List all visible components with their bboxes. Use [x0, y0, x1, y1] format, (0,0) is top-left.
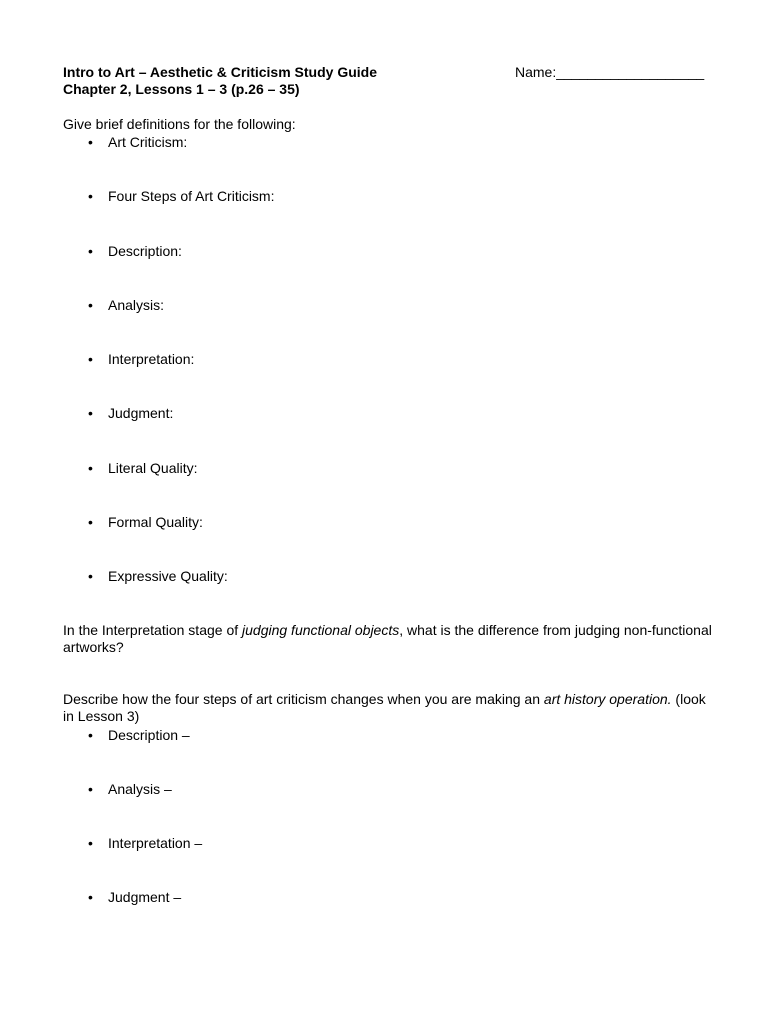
bullet-icon: •: [88, 242, 93, 259]
step-term: Interpretation –: [108, 835, 203, 851]
definition-term: Literal Quality:: [108, 459, 198, 476]
bullet-icon: •: [88, 296, 93, 313]
bullet-icon: •: [88, 459, 93, 476]
definition-term: Art Criticism:: [108, 134, 188, 150]
bullet-icon: •: [88, 781, 93, 797]
question-text: , what is the difference from judging non-functional artworks?: [63, 622, 712, 655]
document-title: [63, 64, 377, 98]
bullet-icon: •: [88, 134, 93, 150]
list-item: [63, 835, 202, 852]
question-text: (look in Lesson 3): [63, 691, 706, 724]
list-item: [63, 781, 202, 798]
question-text: Describe how the four steps of art criticism changes when you are making an: [63, 691, 544, 707]
art-history-question: [63, 691, 713, 725]
question-text: In the Interpretation stage of: [63, 622, 243, 638]
definition-term: Interpretation:: [108, 351, 195, 367]
bullet-icon: •: [88, 188, 93, 205]
list-item: [63, 134, 274, 151]
question-emphasis: art history operation.: [543, 691, 672, 707]
bullet-icon: •: [88, 889, 93, 905]
definition-term: Description:: [108, 242, 182, 259]
list-item: [63, 460, 274, 477]
list-item: [63, 889, 202, 906]
list-item: [63, 727, 202, 744]
list-item: [63, 243, 274, 260]
definitions-list: [63, 134, 274, 622]
name-field-label: Name:___________________: [515, 64, 705, 80]
definitions-instructions: Give brief definitions for the following:: [63, 116, 296, 132]
list-item: [63, 297, 274, 314]
bullet-icon: •: [88, 835, 93, 851]
step-term: Description –: [108, 727, 190, 743]
definition-term: Four Steps of Art Criticism:: [108, 188, 275, 205]
definition-term: Formal Quality:: [108, 513, 203, 530]
list-item: [63, 405, 274, 422]
bullet-icon: •: [88, 351, 93, 367]
list-item: [63, 188, 274, 205]
title-line-1: Intro to Art – Aesthetic & Criticism Study Guide: [63, 64, 378, 80]
title-line-2: Chapter 2, Lessons 1 – 3 (p.26 – 35): [63, 81, 300, 97]
step-term: Judgment –: [108, 889, 182, 905]
question-emphasis: judging functional objects: [242, 622, 400, 638]
art-history-steps-list: [63, 727, 202, 943]
list-item: [63, 568, 274, 585]
bullet-icon: •: [88, 405, 93, 422]
step-term: Analysis –: [108, 781, 172, 797]
bullet-icon: •: [88, 727, 93, 743]
definition-term: Judgment:: [108, 405, 174, 422]
list-item: [63, 351, 274, 368]
definition-term: Expressive Quality:: [108, 568, 228, 584]
list-item: [63, 514, 274, 531]
interpretation-question: [63, 622, 713, 656]
definition-term: Analysis:: [108, 296, 165, 313]
bullet-icon: •: [88, 568, 93, 584]
bullet-icon: •: [88, 513, 93, 530]
